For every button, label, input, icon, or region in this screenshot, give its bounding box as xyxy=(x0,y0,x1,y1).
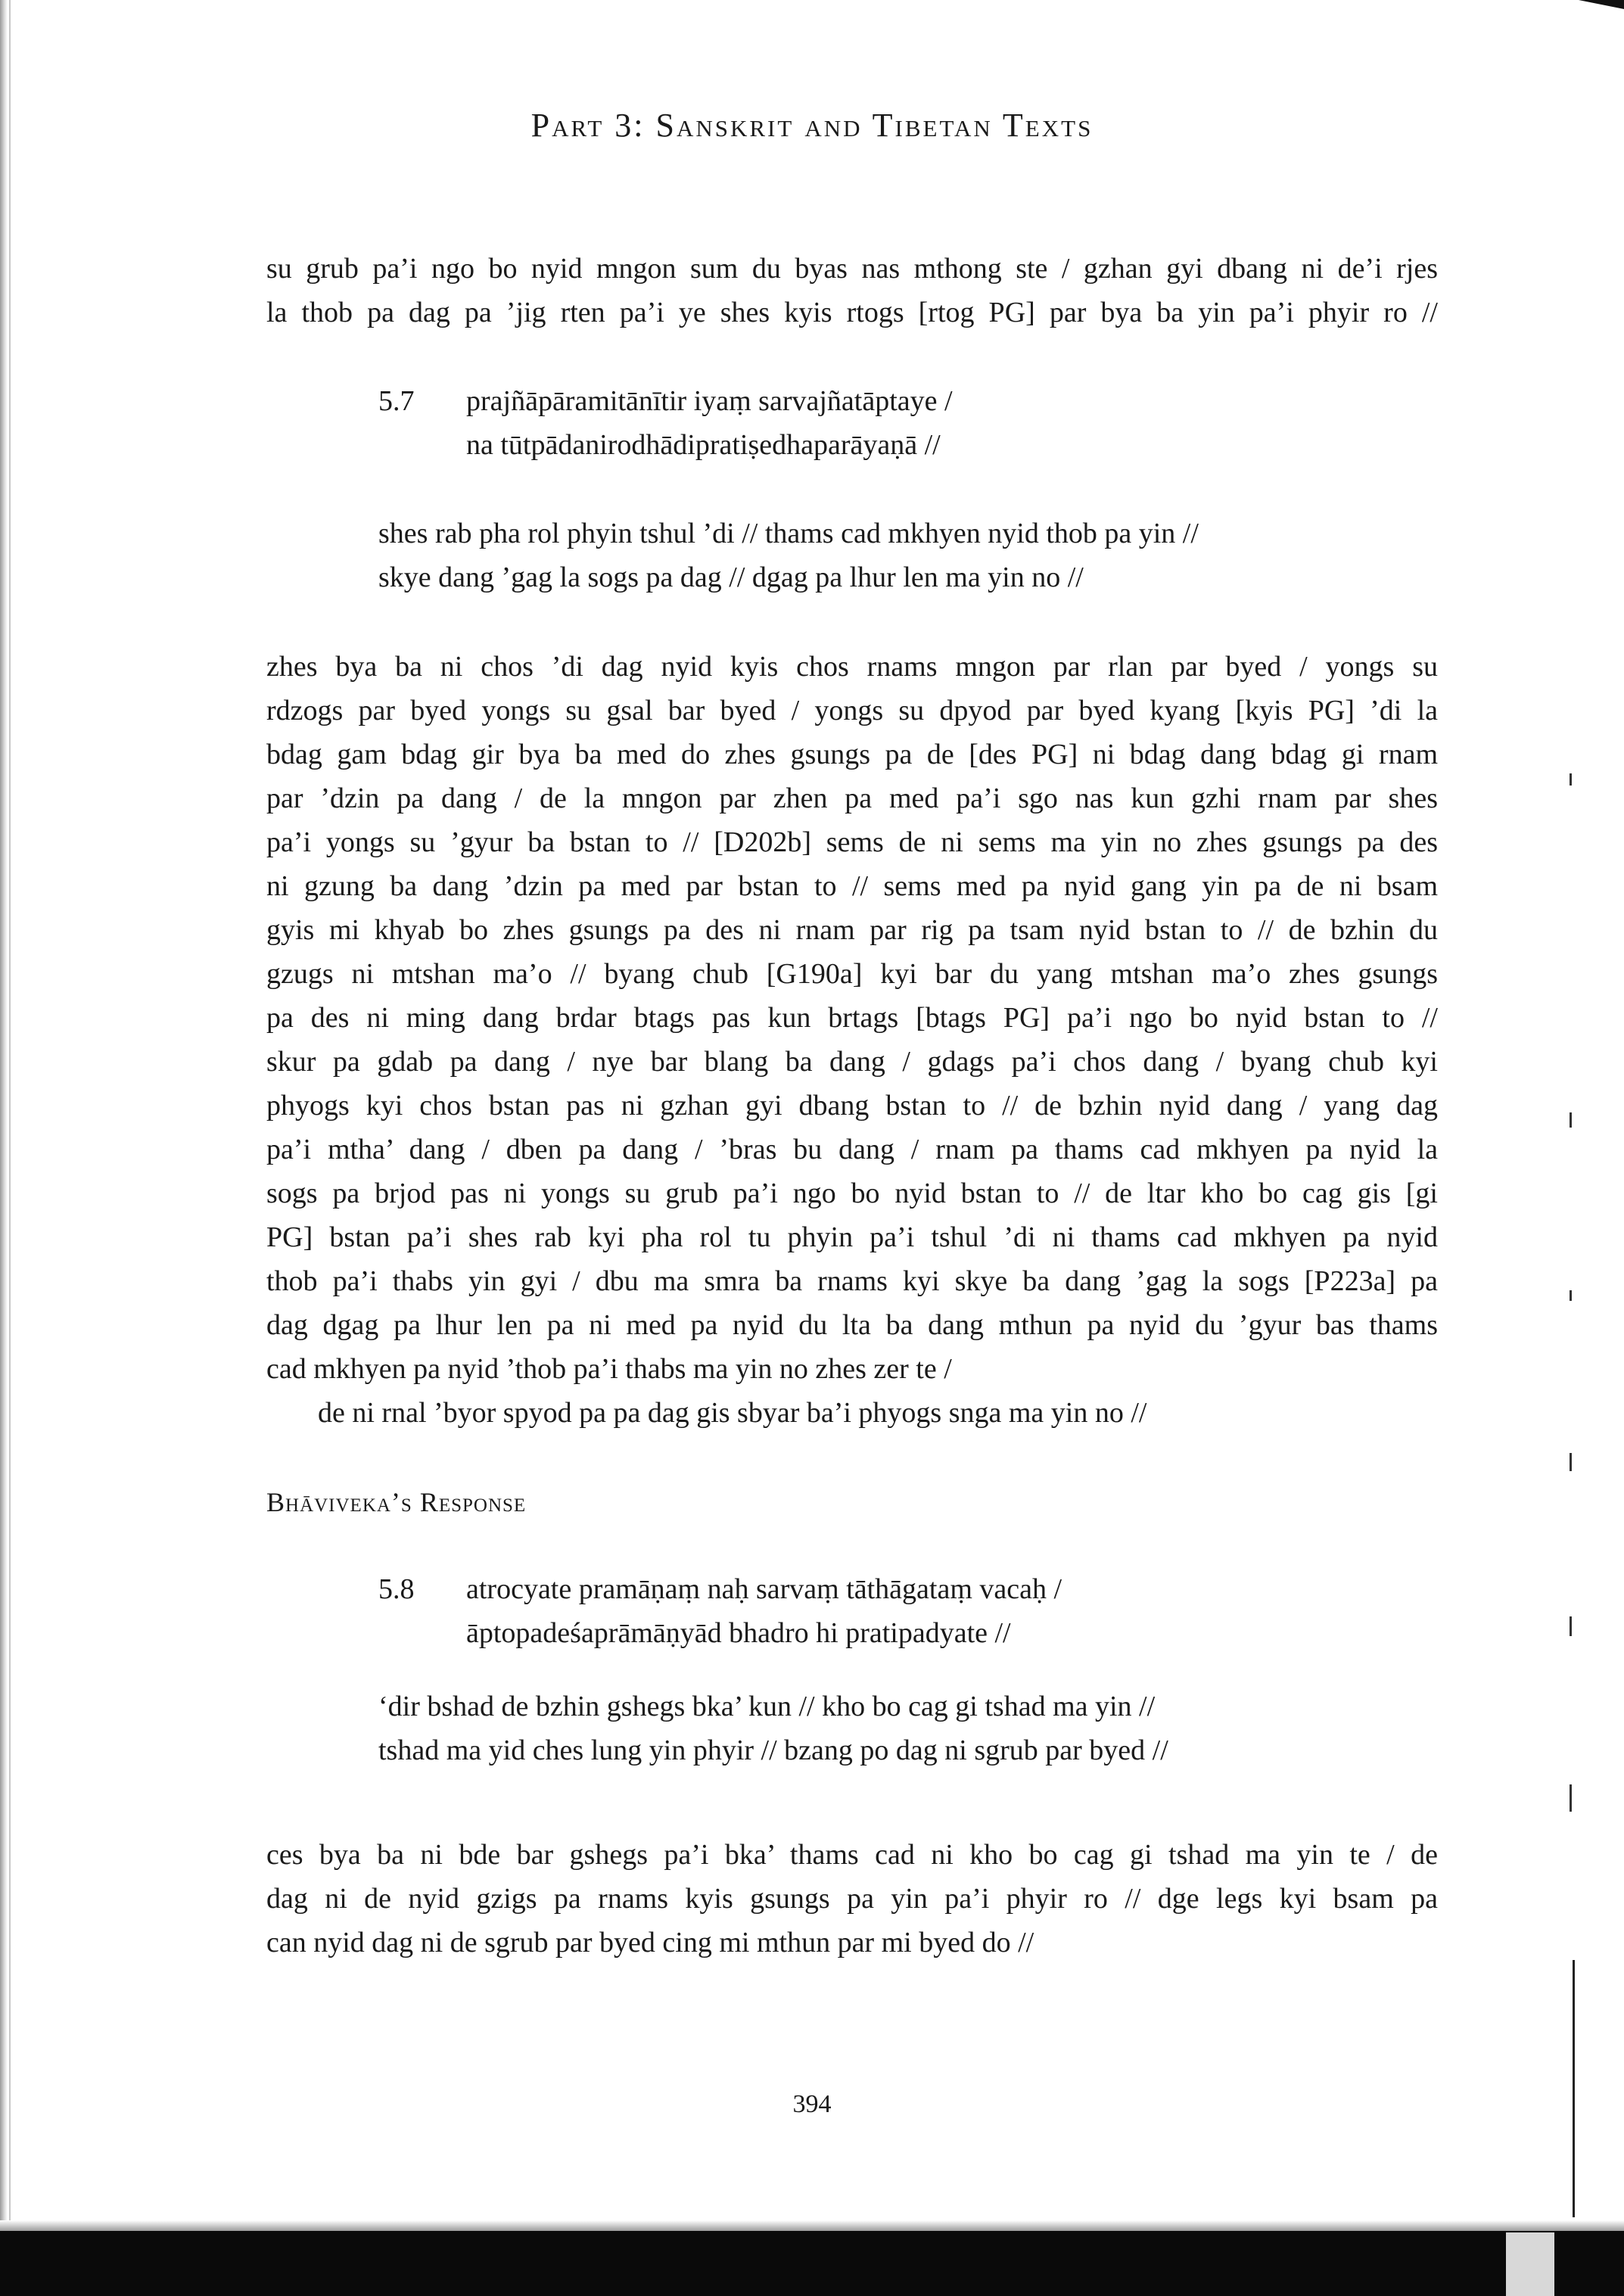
text-line: pa’i yongs su ’gyur ba bstan to // [D202b] sems de ni sems ma yin no zhes gsungs pa des xyxy=(266,826,1438,858)
text-line: su grub pa’i ngo bo nyid mngon sum du byas nas mthong ste / gzhan gyi dbang ni de’i rjes xyxy=(266,253,1438,285)
verse-5-7-tibetan xyxy=(378,512,1199,599)
text-line: cad mkhyen pa nyid ’thob pa’i thabs ma yin no zhes zer te / xyxy=(266,1353,952,1385)
text-line: phyogs kyi chos bstan pas ni gzhan gyi dbang bstan to // de bzhin nyid dang / yang dag xyxy=(266,1090,1438,1122)
paragraph-3 xyxy=(266,1833,1438,1965)
verse-5-7-sanskrit xyxy=(378,379,953,467)
text-line: can nyid dag ni de sgrub par byed cing mi mthun par mi byed do // xyxy=(266,1927,1034,1958)
text-line: la thob pa dag pa ’jig rten pa’i ye shes kyis rtogs [rtog PG] par bya ba yin pa’i phyir ro // xyxy=(266,297,1438,328)
verse-line: shes rab pha rol phyin tshul ’di // thams cad mkhyen nyid thob pa yin // xyxy=(378,518,1199,549)
text-line: dag ni de nyid gzigs pa rnams kyis gsungs pa yin pa’i phyir ro // dge legs kyi bsam pa xyxy=(266,1883,1438,1915)
text-line: bdag gam bdag gir bya ba med do zhes gsungs pa de [des PG] ni bdag dang bdag gi rnam xyxy=(266,739,1438,770)
text-line: ni gzung ba dang ’dzin pa med par bstan to // sems med pa nyid gang yin pa de ni bsam xyxy=(266,870,1438,902)
scan-edge-line xyxy=(9,0,11,2296)
text-line: skur pa gdab pa dang / nye bar blang ba dang / gdags pa’i chos dang / byang chub kyi xyxy=(266,1046,1438,1078)
verse-5-8-tibetan xyxy=(378,1685,1168,1772)
verse-line: skye dang ’gag la sogs pa dag // dgag pa lhur len ma yin no // xyxy=(378,562,1084,593)
page-number: 394 xyxy=(792,2090,832,2118)
text-line: pa des ni ming dang brdar btags pas kun brtags [btags PG] pa’i ngo bo nyid bstan to // xyxy=(266,1002,1438,1034)
text-line: sogs pa brjod pas ni yongs su grub pa’i ngo bo nyid bstan to // de ltar kho bo cag gis [gi xyxy=(266,1178,1438,1209)
text-line: rdzogs par byed yongs su gsal bar byed / yongs su dpyod par byed kyang [kyis PG] ’di la xyxy=(266,695,1438,726)
paragraph-1 xyxy=(266,247,1438,334)
verse-5-8-sanskrit xyxy=(378,1567,1062,1655)
text-line: par ’dzin pa dang / de la mngon par zhen pa med pa’i sgo nas kun gzhi rnam par shes xyxy=(266,782,1438,814)
paragraph-2-closing-line: de ni rnal ’byor spyod pa pa dag gis sbyar ba’i phyogs snga ma yin no // xyxy=(318,1397,1147,1429)
text-line: ces bya ba ni bde bar gshegs pa’i bka’ thams cad ni kho bo cag gi tshad ma yin te / de xyxy=(266,1839,1438,1871)
verse-line: tshad ma yid ches lung yin phyir // bzang po dag ni sgrub par byed // xyxy=(378,1734,1168,1766)
text-line: dag dgag pa lhur len pa ni med pa nyid du lta ba dang mthun pa nyid du ’gyur bas thams xyxy=(266,1309,1438,1341)
scan-corner-mark xyxy=(1579,0,1624,9)
verse-line: āptopadeśaprāmāṇyād bhadro hi pratipadyate // xyxy=(466,1617,1011,1649)
scan-edge-left xyxy=(0,0,8,2296)
text-line: pa’i mtha’ dang / dben pa dang / ’bras bu dang / rnam pa thams cad mkhyen pa nyid la xyxy=(266,1134,1438,1165)
verse-line: atrocyate pramāṇaṃ naḥ sarvaṃ tāthāgataṃ vacaḥ / xyxy=(466,1573,1062,1605)
running-header: Part 3: Sanskrit and Tibetan Texts xyxy=(530,107,1094,144)
section-heading: Bhāviveka’s Response xyxy=(266,1487,527,1517)
paragraph-2 xyxy=(266,645,1438,1391)
text-line: PG] bstan pa’i shes rab kyi pha rol tu phyin pa’i tshul ’di ni thams cad mkhyen pa nyid xyxy=(266,1221,1438,1253)
verse-number: 5.7 xyxy=(378,385,415,417)
text-line: zhes bya ba ni chos ’di dag nyid kyis chos rnams mngon par rlan par byed / yongs su xyxy=(266,651,1438,683)
verse-line: na tūtpādanirodhādipratiṣedhaparāyaṇā // xyxy=(466,429,941,461)
text-line: gzugs ni mtshan ma’o // byang chub [G190a] kyi bar du yang mtshan ma’o zhes gsungs xyxy=(266,958,1438,990)
scan-corner-patch xyxy=(1506,2232,1554,2296)
scan-bottom-shadow xyxy=(0,2220,1624,2231)
verse-number: 5.8 xyxy=(378,1573,415,1605)
text-line: gyis mi khyab bo zhes gsungs pa des ni rnam par rig pa tsam nyid bstan to // de bzhin du xyxy=(266,914,1438,946)
scan-bottom-bar xyxy=(0,2231,1624,2296)
scan-gutter-rule xyxy=(1573,1960,1575,2217)
verse-line: ‘dir bshad de bzhin gshegs bka’ kun // kho bo cag gi tshad ma yin // xyxy=(378,1691,1156,1722)
text-line: thob pa’i thabs yin gyi / dbu ma smra ba rnams kyi skye ba dang ’gag la sogs [P223a] pa xyxy=(266,1265,1438,1297)
verse-line: prajñāpāramitānītir iyaṃ sarvajñatāptaye / xyxy=(466,385,953,417)
